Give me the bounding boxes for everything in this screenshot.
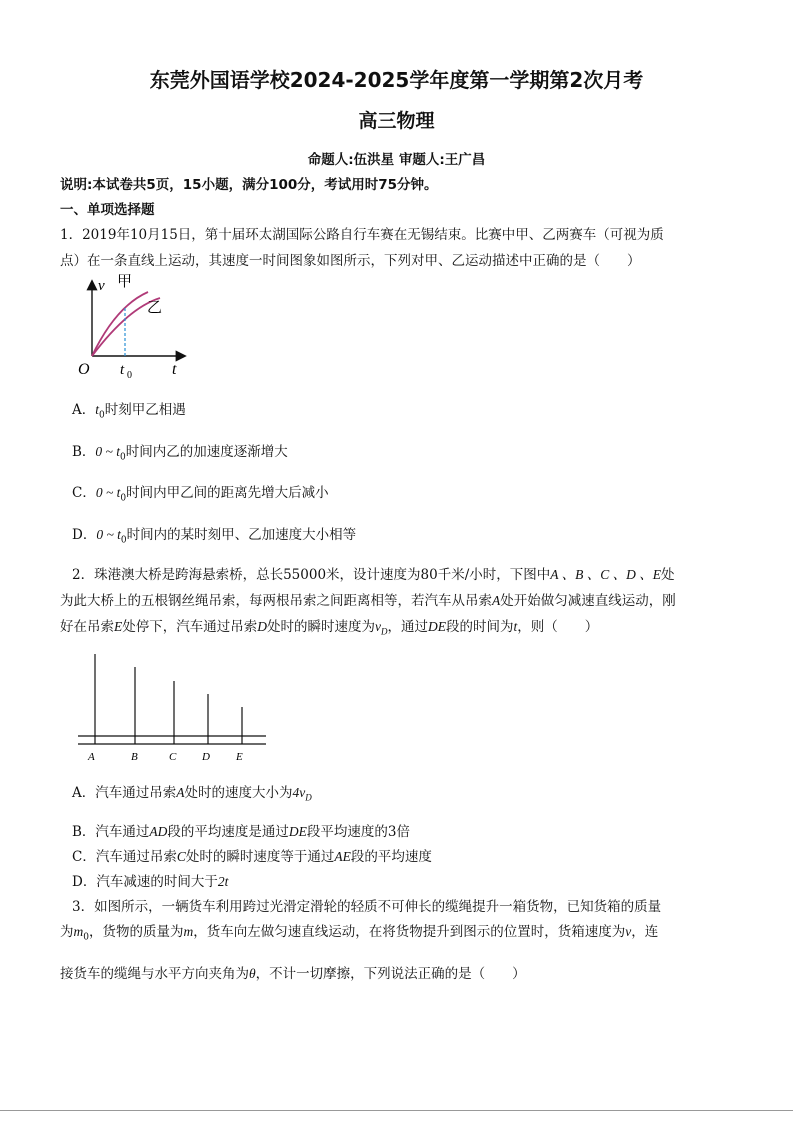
q2-option-d[interactable]: D．汽车减速的时间大于2t — [72, 874, 229, 890]
label-e: E — [236, 751, 243, 763]
origin-label: O — [78, 361, 90, 378]
q3-stem-line3: 接货车的缆绳与水平方向夹角为θ，不计一切摩擦，下列说法正确的是（ ） — [60, 966, 526, 982]
subject-title: 高三物理 — [358, 110, 435, 132]
yi-label: 乙 — [147, 300, 163, 316]
v-label: v — [98, 278, 105, 294]
q1-option-c[interactable]: C．0 ~ $t_0$时间内甲乙间的距离先增大后减小 — [72, 485, 329, 504]
q2-option-c[interactable]: C．汽车通过吊索C处时的瞬时速度等于通过AE段的平均速度 — [72, 849, 432, 865]
q1-option-b[interactable]: B．0 ~ $t_0$时间内乙的加速度逐渐增大 — [72, 444, 288, 463]
q2-bridge-diagram — [76, 648, 272, 766]
q1-stem-line2: 点）在一条直线上运动，其速度一时间图象如图所示，下列对甲、乙运动描述中正确的是（ ） — [60, 253, 641, 269]
t0-subscript: 0 — [127, 370, 132, 380]
instructions-line: 说明:本试卷共5页，15小题，满分100分，考试用时75分钟。 — [60, 177, 438, 193]
q2-option-b[interactable]: B．汽车通过AD段的平均速度是通过DE段平均速度的3倍 — [72, 824, 411, 840]
t0-label: t — [120, 362, 125, 378]
label-a: A — [88, 751, 95, 763]
label-d: D — [202, 751, 210, 763]
page-bottom-rule — [0, 1110, 793, 1111]
q1-vt-graph — [72, 268, 202, 380]
q2-stem-line3: 好在吊索E处停下，汽车通过吊索D处时的瞬时速度为$v_D$，通过DE段的时间为t，则（ ） — [60, 619, 599, 637]
q3-stem-line2: 为$m_0$，货物的质量为m，货车向左做匀速直线运动，在将货物提升到图示的位置时，货箱速度为v，连 — [60, 924, 659, 943]
authors-line: 命题人:伍洪星 审题人:王广昌 — [307, 152, 486, 168]
q2-option-a[interactable]: A．汽车通过吊索A处时的速度大小为$4v_D$ — [72, 785, 312, 803]
q1-stem-line1: 1．2019年10月15日，第十届环太湖国际公路自行车赛在无锡结束。比赛中甲、乙两赛车（可视为质 — [60, 227, 664, 243]
label-c: C — [169, 751, 177, 763]
q1-option-d[interactable]: D．0 ~ $t_0$时间内的某时刻甲、乙加速度大小相等 — [72, 527, 357, 546]
exam-title: 东莞外国语学校2024-2025学年度第一学期第2次月考 — [149, 68, 644, 92]
section-heading: 一、单项选择题 — [60, 202, 155, 218]
q2-stem-line2: 为此大桥上的五根钢丝绳吊索，每两根吊索之间距离相等，若汽车从吊索A处开始做匀减速直线运动，刚 — [60, 593, 676, 609]
q2-stem-line1: 2．珠港澳大桥是跨海悬索桥，总长55000米，设计速度为80千米/小时，下图中A 、B 、C 、D 、E处 — [72, 567, 675, 583]
jia-label: 甲 — [117, 274, 133, 290]
q1-option-a[interactable]: A．$t_0$时刻甲乙相遇 — [72, 402, 186, 421]
q3-stem-line1: 3．如图所示，一辆货车利用跨过光滑定滑轮的轻质不可伸长的缆绳提升一箱货物，已知货箱的质量 — [72, 899, 662, 915]
label-b: B — [131, 751, 138, 763]
t-label: t — [172, 361, 177, 378]
